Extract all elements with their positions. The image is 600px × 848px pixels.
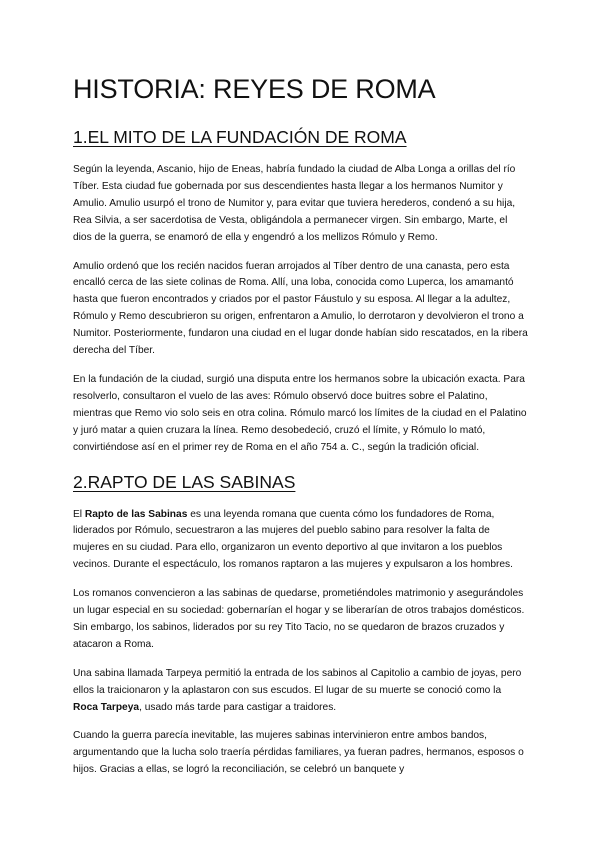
- paragraph-founding-3: En la fundación de la ciudad, surgió una disputa entre los hermanos sobre la ubicación exacta. Para resolverlo, consultaron el vuelo de las aves: Rómulo observó doce buitres sobre el Palatino, mientras que Remo vio solo seis en otra colina. Rómulo marcó los límites de la ciudad en el Palatino y juró matar a quien cruzara la línea. Remo desobedeció, cruzó el límite, y Rómulo lo mató, convirtiéndose así en el primer rey de Roma en el año 754 a. C., según la tradición oficial.: [73, 373, 527, 453]
- paragraph-sabine-1-pre: El: [73, 508, 85, 520]
- bold-term-rapto: Rapto de las Sabinas: [84, 508, 188, 520]
- section-heading-founding-myth: 1.EL MITO DE LA FUNDACIÓN DE ROMA: [73, 127, 407, 147]
- paragraph-sabine-1-post: es una leyenda romana que cuenta cómo los fundadores de Roma, liderados por Rómulo, secuestraron a las mujeres del pueblo sabino para resolver la falta de mujeres en su ciudad. Para ello, organizaron un evento deportivo al que invitaron a los pueblos vecinos. Durante el espectáculo, los romanos raptaron a las mujeres y expulsaron a los hombres.: [73, 508, 513, 571]
- bold-term-roca-tarpeya: Roca Tarpeya: [73, 701, 140, 713]
- paragraph-founding-2: Amulio ordenó que los recién nacidos fueran arrojados al Tíber dentro de una canasta, pero esta encalló cerca de las siete colinas de Roma. Allí, una loba, conocida como Luperca, los amamantó hasta que fueron encontrados y criados por el pastor Fáustulo y su esposa. Al llegar a la adultez, Rómulo y Remo descubrieron su origen, enfrentaron a Amulio, lo derrotaron y devolvieron el trono a Numitor. Posteriormente, fundaron una ciudad en el lugar donde habían sido rescatados, en la ribera derecha del Tíber.: [73, 260, 528, 357]
- paragraph-sabine-3-post: , usado más tarde para castigar a traidores.: [139, 701, 337, 713]
- section-heading-sabine-rape: 2.RAPTO DE LAS SABINAS: [73, 471, 296, 492]
- paragraph-sabine-4: Cuando la guerra parecía inevitable, las mujeres sabinas intervinieron entre ambos bandos, argumentando que la lucha solo traería pérdidas familiares, ya fueran padres, hermanos, esposos o hijos. Gracias a ellas, se logró la reconciliación, se celebró un banquete y: [73, 730, 524, 776]
- paragraph-founding-1: Según la leyenda, Ascanio, hijo de Eneas, habría fundado la ciudad de Alba Longa a orillas del río Tíber. Esta ciudad fue gobernada por sus descendientes hasta llegar a los hermanos Numitor y Amulio. Amulio usurpó el trono de Numitor y, para evitar que tuviera herederos, condenó a su hija, Rea Silvia, a ser sacerdotisa de Vesta, obligándola a permanecer virgen. Sin embargo, Marte, el dios de la guerra, se enamoró de ella y engendró a los mellizos Rómulo y Remo.: [73, 164, 516, 243]
- paragraph-sabine-3: [73, 666, 528, 717]
- paragraph-sabine-2: Los romanos convencieron a las sabinas de quedarse, prometiéndoles matrimonio y asegurándoles un lugar especial en su sociedad: gobernarían el hogar y se liberarían de otros trabajos domésticos. Sin embargo, los sabinos, liderados por su rey Tito Tacio, no se quedaron de brazos cruzados y atacaron a Roma.: [73, 588, 525, 650]
- paragraph-sabine-1: [73, 507, 528, 575]
- document-title: HISTORIA: REYES DE ROMA: [73, 74, 436, 104]
- paragraph-sabine-3-pre: Una sabina llamada Tarpeya permitió la entrada de los sabinos al Capitolio a cambio de joyas, pero ellos la traicionaron y la aplastaron con sus escudos. El lugar de su muerte se conoció como la: [73, 667, 522, 696]
